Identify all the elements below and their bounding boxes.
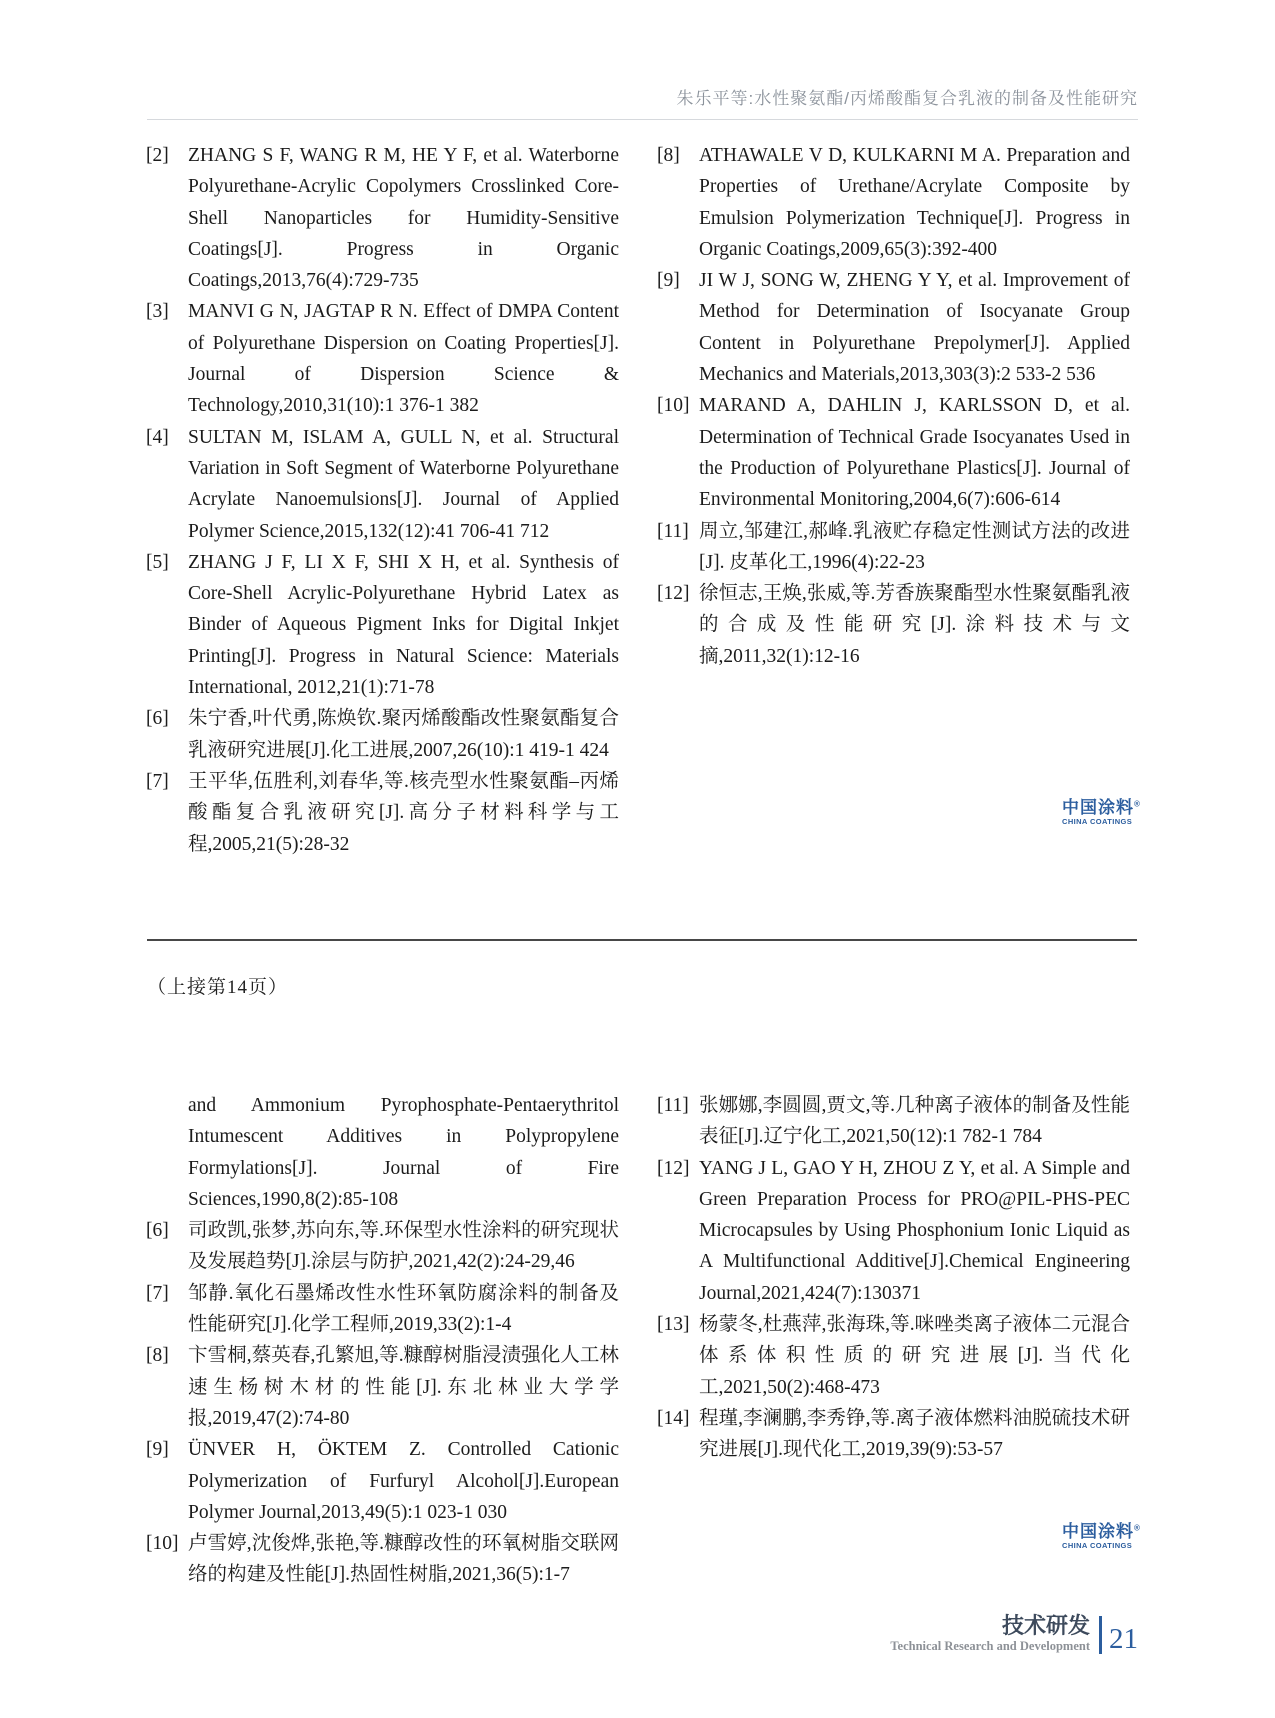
reference-text: SULTAN M, ISLAM A, GULL N, et al. Structural Variation in Soft Segment of Waterborne Polyurethane Acrylate Nanoemulsions[J]. Journal of Applied Polymer Science,2015,132(12):41 706-41 712	[188, 426, 619, 542]
reference-text: and Ammonium Pyrophosphate-Pentaerythritol Intumescent Additives in Polypropylene Formylations[J]. Journal of Fire Sciences,1990,8(2):85-108	[188, 1095, 619, 1210]
references-section-bottom	[146, 1090, 1141, 1591]
registered-mark: ®	[1134, 799, 1141, 809]
reference-text: 周立,邹建江,郝峰.乳液贮存稳定性测试方法的改进[J]. 皮革化工,1996(4):22-23	[699, 520, 1130, 573]
china-coatings-logo	[1062, 798, 1141, 826]
reference-text: ÜNVER H, ÖKTEM Z. Controlled Cationic Polymerization of Furfuryl Alcohol[J].European Polymer Journal,2013,49(5):1 023-1 030	[188, 1439, 619, 1523]
reference-text: JI W J, SONG W, ZHENG Y Y, et al. Improvement of Method for Determination of Isocyanate Group Content in Polyurethane Prepolymer[J]. Applied Mechanics and Materials,2013,303(3):2 533-2 536	[699, 270, 1130, 386]
reference-text: MARAND A, DAHLIN J, KARLSSON D, et al. Determination of Technical Grade Isocyanates Used in the Production of Polyurethane Plastics[J]. Journal of Environmental Monitoring,2004,6(7):606-614	[699, 395, 1130, 511]
reference-number: [13]	[657, 1314, 690, 1336]
reference-number: [4]	[146, 426, 169, 448]
logo-en-text: CHINA COATINGS	[1062, 816, 1133, 826]
reference-text: 张娜娜,李圆圆,贾文,等.几种离子液体的制备及性能表征[J].辽宁化工,2021,50(12):1 782-1 784	[699, 1095, 1130, 1148]
reference-text: ZHANG J F, LI X F, SHI X H, et al. Synthesis of Core-Shell Acrylic-Polyurethane Hybrid Latex as Binder of Aqueous Pigment Inks for Digital Inkjet Printing[J]. Progress in Natural Science: Materials International, 2012,21(1):71-78	[188, 551, 619, 699]
reference-item	[657, 1153, 1130, 1309]
reference-item	[657, 1403, 1130, 1466]
reference-text: 卢雪婷,沈俊烨,张艳,等.糠醇改性的环氧树脂交联网络的构建及性能[J].热固性树脂,2021,36(5):1-7	[188, 1533, 619, 1586]
reference-text: 程瑾,李澜鹏,李秀铮,等.离子液体燃料油脱硫技术研究进展[J].现代化工,2019,39(9):53-57	[699, 1407, 1130, 1461]
reference-number: [7]	[146, 770, 169, 792]
references-column-right	[657, 140, 1141, 860]
references-column-left	[146, 1090, 619, 1591]
reference-number: [6]	[146, 1220, 169, 1242]
header-rule	[147, 119, 1138, 120]
reference-text: YANG J L, GAO Y H, ZHOU Z Y, et al. A Simple and Green Preparation Process for PRO@PIL-PHS-PEC Microcapsules by Using Phosphonium Ionic Liquid as A Multifunctional Additive[J].Chemical Engineering Journal,2021,424(7):130371	[699, 1157, 1130, 1304]
reference-item	[657, 390, 1130, 515]
references-column-right	[657, 1090, 1141, 1591]
footer-section-zh: 技术研发	[1001, 1613, 1090, 1638]
footer-section-en: Technical Research and Development	[890, 1639, 1090, 1653]
logo-zh-text: 中国涂料®	[1062, 798, 1141, 817]
reference-text: 徐恒志,王焕,张威,等.芳香族聚酯型水性聚氨酯乳液的合成及性能研究[J].涂料技术与文摘,2011,32(1):12-16	[699, 583, 1130, 667]
reference-text: 司政凯,张梦,苏向东,等.环保型水性涂料的研究现状及发展趋势[J].涂层与防护,2021,42(2):24-29,46	[188, 1220, 619, 1273]
reference-number: [9]	[657, 270, 680, 292]
article-divider-rule	[147, 939, 1137, 941]
reference-item	[657, 1309, 1130, 1403]
reference-text: ATHAWALE V D, KULKARNI M A. Preparation and Properties of Urethane/Acrylate Composite by Emulsion Polymerization Technique[J]. Progress in Organic Coatings,2009,65(3):392-400	[699, 145, 1130, 260]
reference-text: 卞雪桐,蔡英春,孔繁旭,等.糠醇树脂浸渍强化人工林速生杨树木材的性能[J].东北林业大学学报,2019,47(2):74-80	[188, 1345, 619, 1429]
reference-number: [10]	[146, 1533, 179, 1555]
reference-text: 王平华,伍胜利,刘春华,等.核壳型水性聚氨酯–丙烯酸酯复合乳液研究[J].高分子材料科学与工程,2005,21(5):28-32	[188, 770, 619, 855]
reference-item	[146, 1528, 619, 1591]
reference-number: [12]	[657, 1157, 690, 1179]
footer-accent-bar	[1099, 1616, 1102, 1654]
references-column-left	[146, 140, 619, 860]
reference-item	[657, 578, 1130, 672]
reference-item	[657, 516, 1130, 579]
reference-item	[146, 766, 619, 860]
reference-number: [7]	[146, 1282, 169, 1304]
reference-number: [6]	[146, 708, 169, 730]
logo-zh-text: 中国涂料®	[1062, 1522, 1141, 1541]
reference-item	[146, 1278, 619, 1341]
reference-item	[657, 140, 1130, 265]
reference-number	[146, 1090, 188, 1215]
reference-number: [2]	[146, 145, 169, 166]
page-number: 21	[1109, 1622, 1138, 1655]
registered-mark: ®	[1134, 1523, 1141, 1533]
reference-number: [3]	[146, 301, 169, 323]
page-footer	[880, 1615, 1138, 1654]
reference-item	[146, 547, 619, 703]
reference-number: [8]	[146, 1345, 169, 1367]
references-section-top	[146, 140, 1141, 860]
reference-number: [11]	[657, 1095, 689, 1116]
reference-text: 邹静.氧化石墨烯改性水性环氧防腐涂料的制备及性能研究[J].化学工程师,2019,33(2):1-4	[188, 1282, 619, 1336]
page-header	[147, 84, 1138, 120]
reference-number: [10]	[657, 395, 690, 417]
reference-item	[657, 1090, 1130, 1153]
reference-item	[657, 265, 1130, 390]
reference-text: ZHANG S F, WANG R M, HE Y F, et al. Waterborne Polyurethane-Acrylic Copolymers Crosslinked Core-Shell Nanoparticles for Humidity-Sensitive Coatings[J]. Progress in Organic Coatings,2013,76(4):729-735	[188, 145, 619, 292]
reference-number: [8]	[657, 145, 680, 166]
running-head-title: 朱乐平等:水性聚氨酯/丙烯酸酯复合乳液的制备及性能研究	[676, 89, 1138, 108]
china-coatings-logo	[1062, 1522, 1141, 1550]
footer-section-titles	[890, 1615, 1090, 1654]
reference-number: [11]	[657, 520, 689, 542]
reference-item	[146, 703, 619, 766]
reference-text: 朱宁香,叶代勇,陈焕钦.聚丙烯酸酯改性聚氨酯复合乳液研究进展[J].化工进展,2007,26(10):1 419-1 424	[188, 708, 619, 761]
reference-item-continuation	[146, 1090, 619, 1215]
continued-from-note: （上接第14页）	[147, 977, 289, 998]
reference-number: [5]	[146, 551, 169, 573]
reference-text: MANVI G N, JAGTAP R N. Effect of DMPA Content of Polyurethane Dispersion on Coating Properties[J]. Journal of Dispersion Science & Technology,2010,31(10):1 376-1 382	[188, 301, 619, 417]
reference-item	[146, 1340, 619, 1434]
reference-number: [14]	[657, 1407, 690, 1429]
reference-item	[146, 422, 619, 547]
reference-item	[146, 140, 619, 296]
logo-en-text: CHINA COATINGS	[1062, 1540, 1133, 1550]
reference-item	[146, 1215, 619, 1278]
reference-item	[146, 296, 619, 421]
reference-text: 杨蒙冬,杜燕萍,张海珠,等.咪唑类离子液体二元混合体系体积性质的研究进展[J].当代化工,2021,50(2):468-473	[699, 1314, 1130, 1398]
reference-item	[146, 1434, 619, 1528]
reference-number: [12]	[657, 583, 690, 605]
reference-number: [9]	[146, 1439, 169, 1461]
